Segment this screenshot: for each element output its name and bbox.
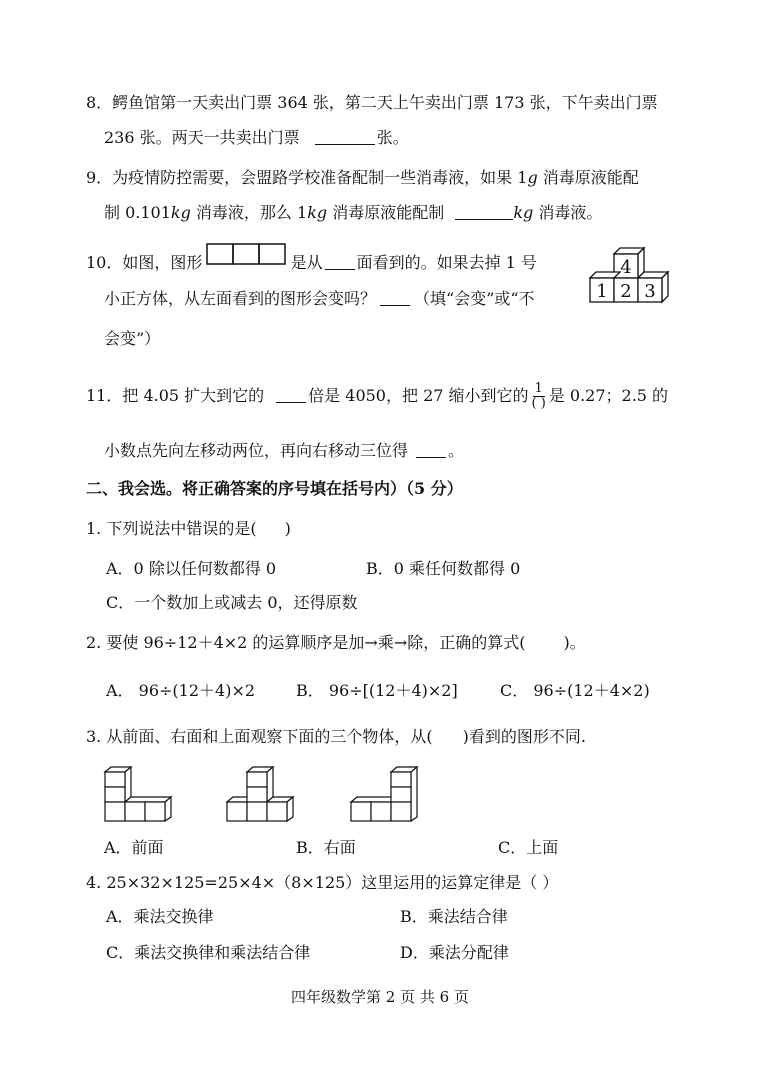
- q10-answer-blank-1[interactable]: [325, 253, 355, 270]
- q10-three-squares-figure: [206, 243, 290, 265]
- q9-text-a: 9．为疫情防控需要，会盟路学校准备配制一些消毒液，如果 1: [86, 168, 528, 187]
- c3-option-c: C．上面: [498, 838, 559, 857]
- c3-stem: [86, 726, 586, 748]
- fraction-numerator: 1: [534, 381, 543, 396]
- c2-a-label: A．: [106, 681, 134, 700]
- q8-text-a: 236 张。两天一共卖出门票: [104, 128, 300, 147]
- c1-stem: [86, 518, 291, 540]
- q9-unit-kg-1: kg: [170, 203, 191, 222]
- q11-text-d: 小数点先向左移动两位，再向右移动三位得: [104, 441, 409, 460]
- c2-option-a: [106, 680, 255, 702]
- q10-line2: [104, 288, 535, 310]
- c3-stem-text: 3. 从前面、右面和上面观察下面的三个物体，从(: [86, 727, 433, 746]
- c2-stem-text: 2. 要使 96÷12＋4×2 的运算顺序是加→乘→除，正确的算式(: [86, 633, 526, 652]
- q9-line2: [104, 202, 602, 224]
- c2-c-label: C．: [500, 681, 529, 700]
- q8-line2: [104, 127, 409, 149]
- q10-text-a: 10．如图，图形: [86, 253, 203, 272]
- q8-text-b: 张。: [376, 128, 409, 147]
- fraction-denominator[interactable]: ( ): [531, 396, 546, 411]
- c2-option-b: [296, 680, 458, 702]
- q9-answer-blank[interactable]: [455, 203, 513, 220]
- c2-a-expr: 96÷(12＋4)×2: [138, 681, 256, 700]
- q9-text-f: 消毒液。: [533, 203, 603, 222]
- q9-text-c: 制 0.101: [104, 203, 171, 222]
- q10-line3: 会变”）: [104, 329, 161, 348]
- q11-answer-blank-2[interactable]: [416, 441, 446, 458]
- q11-line2: [104, 440, 464, 462]
- c2-b-label: B．: [296, 681, 324, 700]
- q9-text-d: 消毒液，那么 1: [190, 203, 308, 222]
- c3-option-b: B．右面: [296, 838, 356, 857]
- q11-text-a: 11．把 4.05 扩大到它的: [86, 386, 265, 405]
- q10-answer-blank-2[interactable]: [380, 289, 410, 306]
- section2-title: 二、我会选。将正确答案的序号填在括号内）（5 分）: [86, 479, 463, 498]
- page-footer: 四年级数学第 2 页 共 6 页: [291, 988, 469, 1006]
- c3-object-2-figure: [226, 766, 306, 822]
- c4-option-c: C．乘法交换律和乘法结合律: [106, 943, 311, 962]
- c4-stem: 4. 25×32×125=25×4×（8×125）这里运用的运算定律是（ ）: [86, 873, 559, 892]
- q10-text-b: 是从: [290, 253, 323, 272]
- q11-answer-blank-1[interactable]: [276, 386, 306, 403]
- c1-stem-text: 1. 下列说法中错误的是(: [86, 519, 257, 538]
- c4-option-a: A．乘法交换律: [106, 907, 214, 926]
- q11-text-c: 是 0.27；2.5 的: [548, 386, 669, 405]
- q9-line1: [86, 167, 639, 189]
- q11-text-b: 倍是 4050，把 27 缩小到它的: [308, 386, 529, 405]
- q10-cube-figure: [580, 246, 680, 316]
- c1-option-b: B．0 乘任何数都得 0: [366, 559, 521, 578]
- c2-b-expr: 96÷[(12＋4)×2]: [328, 681, 458, 700]
- cube-label-3: 3: [644, 281, 656, 302]
- c2-stem-end: )。: [563, 633, 586, 652]
- q11-line1: [86, 382, 668, 411]
- q8-answer-blank[interactable]: [315, 128, 375, 145]
- c2-c-expr: 96÷(12＋4×2): [533, 681, 650, 700]
- q10-text-c: 面看到的。如果去掉 1 号: [356, 253, 537, 272]
- q8-line1: 8．鳄鱼馆第一天卖出门票 364 张，第二天上午卖出门票 173 张，下午卖出门票: [86, 93, 658, 112]
- c4-option-d: D．乘法分配律: [400, 943, 509, 962]
- q9-unit-kg-2: kg: [307, 203, 328, 222]
- c3-option-a: A．前面: [104, 838, 164, 857]
- cube-label-4: 4: [620, 257, 632, 278]
- c2-option-c: [500, 680, 650, 702]
- q9-text-e: 消毒原液能配制: [327, 203, 445, 222]
- c2-stem: [86, 632, 586, 654]
- c1-stem-end: ): [284, 519, 291, 538]
- cube-label-1: 1: [596, 281, 608, 302]
- q9-unit-kg-3: kg: [513, 203, 534, 222]
- c1-option-a: A．0 除以任何数都得 0: [106, 559, 277, 578]
- q10-text-e: （填“会变”或“不: [414, 289, 535, 308]
- q9-text-b: 消毒原液能配: [537, 168, 639, 187]
- q10-line1: [86, 252, 537, 274]
- c3-stem-end: )看到的图形不同.: [462, 727, 586, 746]
- c4-option-b: B．乘法结合律: [400, 907, 508, 926]
- q11-text-e: 。: [448, 441, 465, 460]
- c3-object-1-figure: [104, 766, 184, 822]
- cube-label-2: 2: [620, 281, 632, 302]
- q9-unit-g: g: [527, 168, 538, 187]
- c1-option-c: C．一个数加上或减去 0，还得原数: [106, 593, 358, 612]
- q10-text-d: 小正方体，从左面看到的图形会变吗？: [104, 289, 377, 308]
- q11-fraction: [532, 382, 546, 411]
- c3-object-3-figure: [350, 766, 430, 822]
